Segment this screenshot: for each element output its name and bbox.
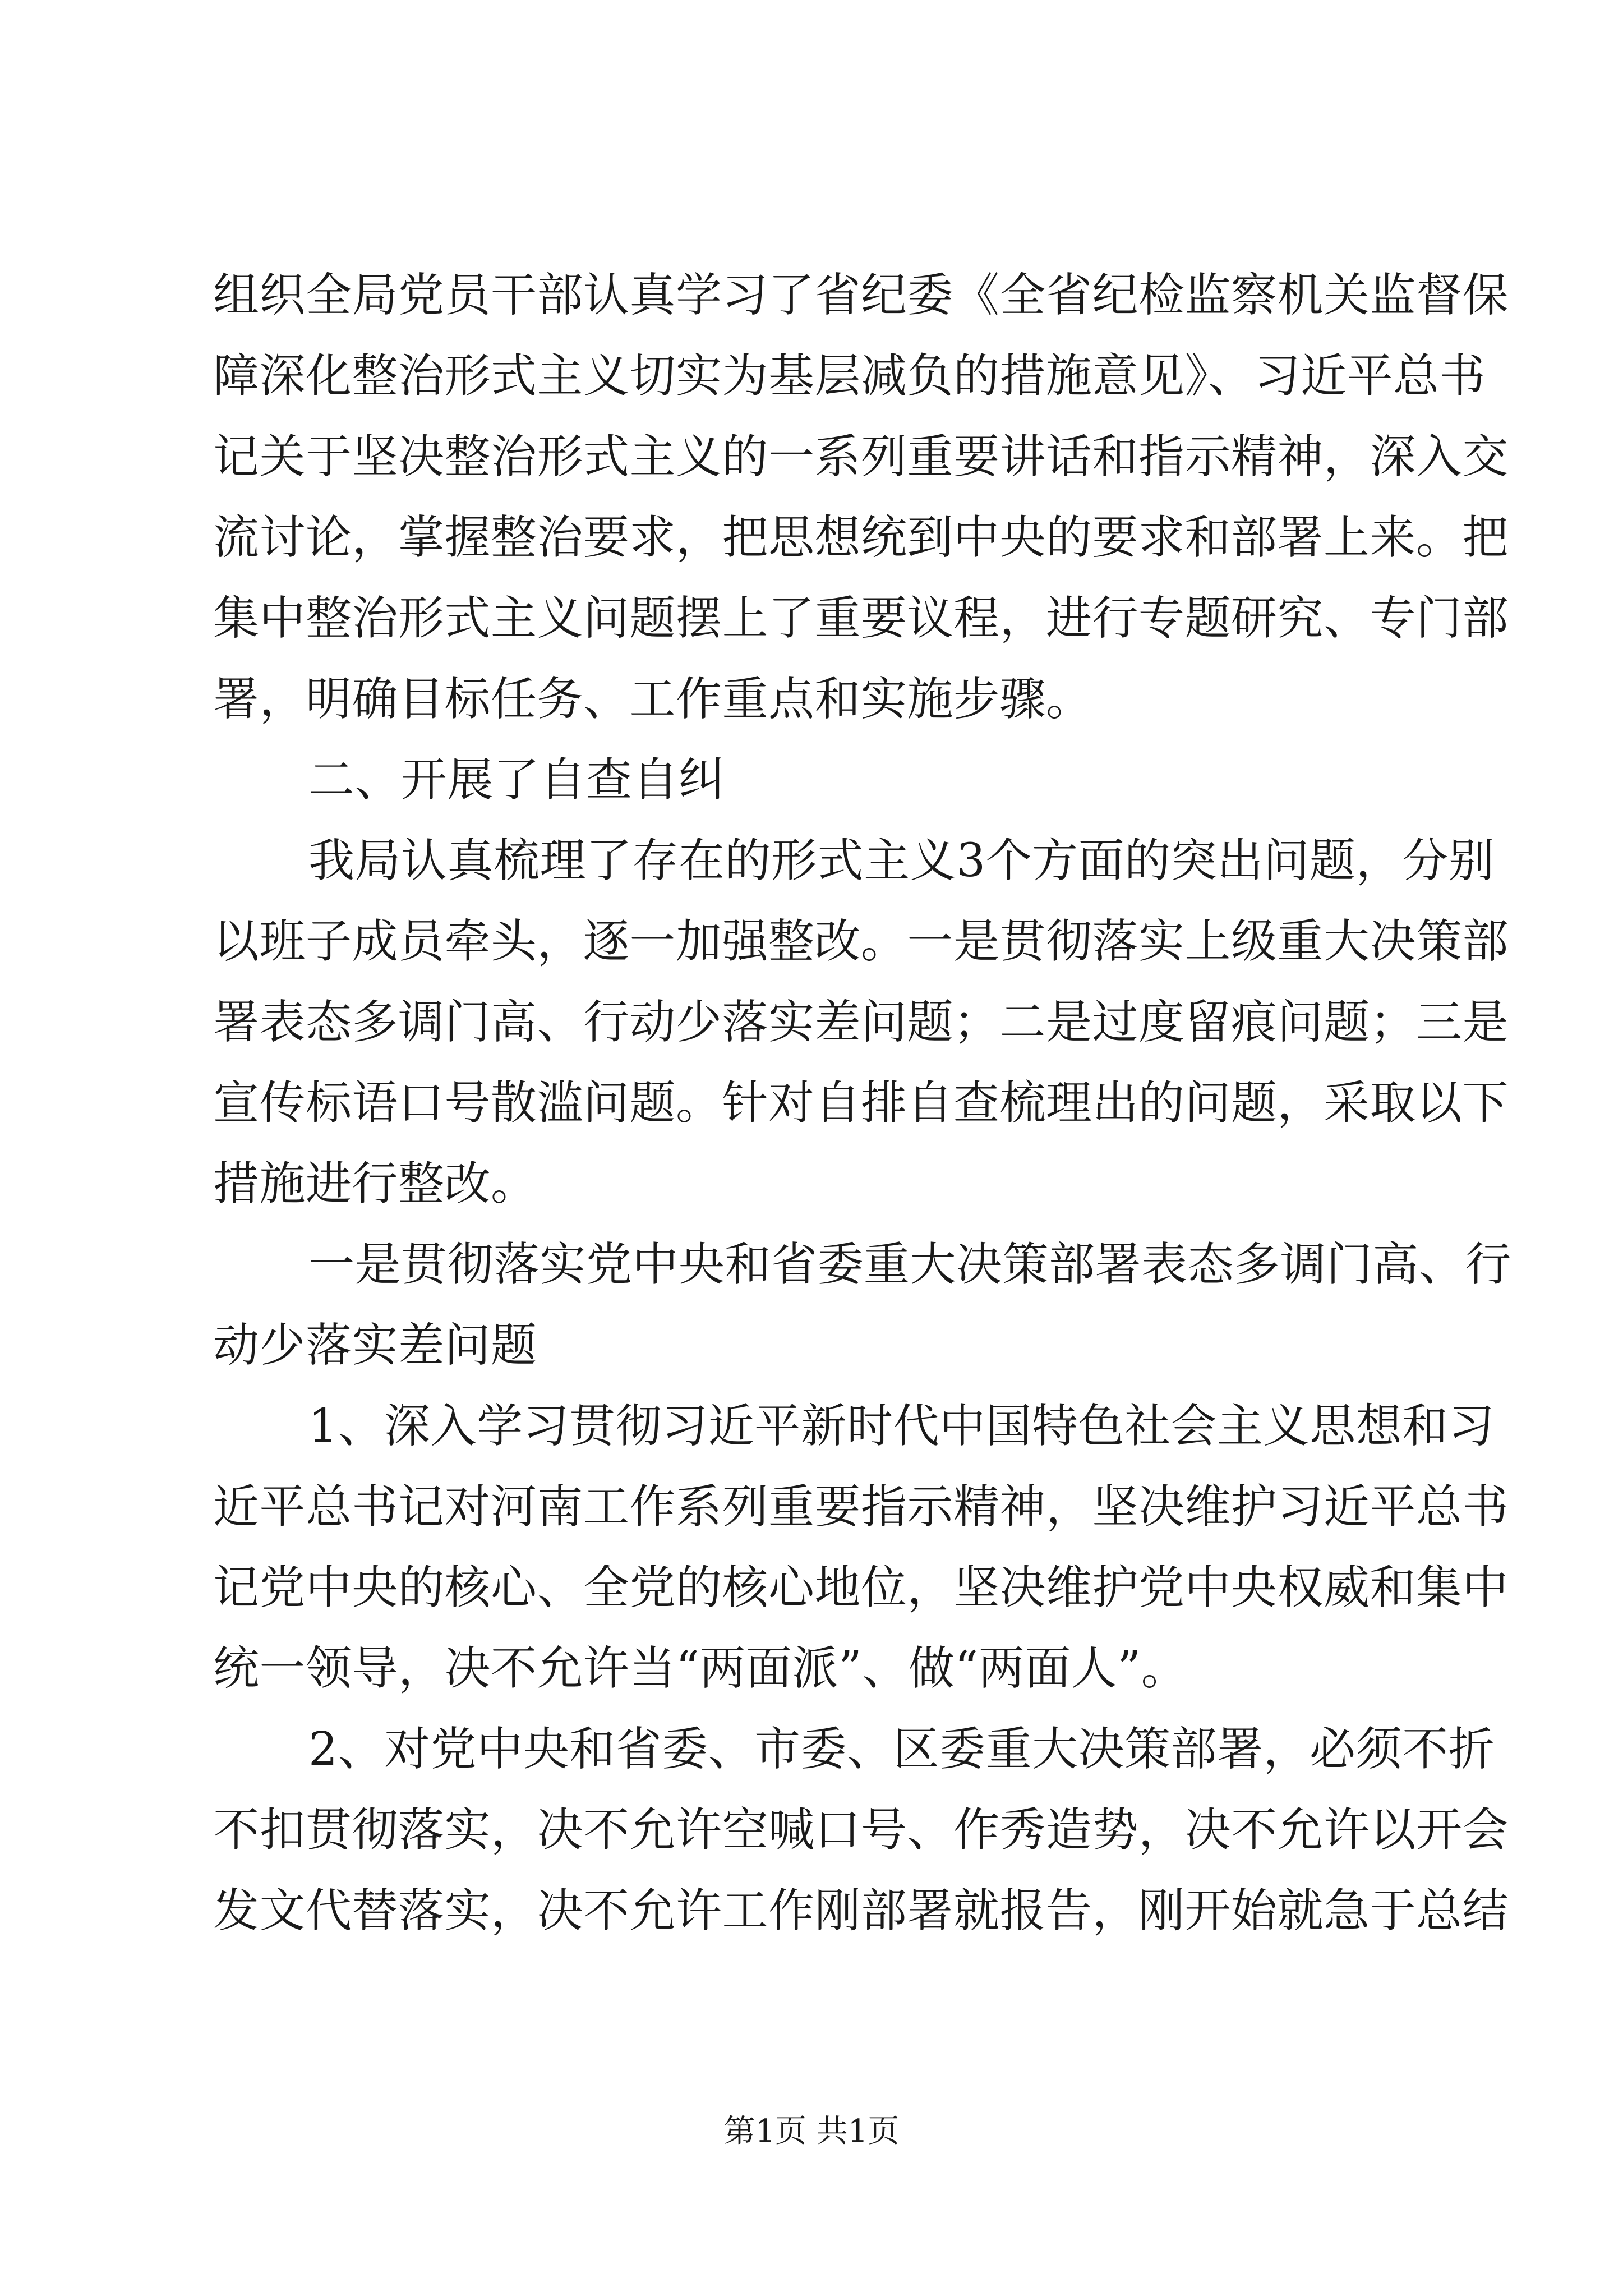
text-line: 措施进行整改。 — [213, 1157, 537, 1211]
text-line: 记党中央的核心、全党的核心地位，坚决维护党中央权威和集中 — [213, 1561, 1509, 1614]
text-line: 以班子成员牵头，逐一加强整改。一是贯彻落实上级重大决策部 — [213, 915, 1509, 968]
text-line: 2、对党中央和省委、市委、区委重大决策部署，必须不折 — [308, 1723, 1495, 1776]
text-line: 流讨论，掌握整治要求，把思想统到中央的要求和部署上来。把 — [213, 511, 1509, 564]
text-line: 统一领导，决不允许当“两面派”、做“两面人”。 — [213, 1642, 1188, 1695]
text-line: 近平总书记对河南工作系列重要指示精神，坚决维护习近平总书 — [213, 1480, 1509, 1534]
text-line: 宣传标语口号散滥问题。针对自排自查梳理出的问题，采取以下 — [213, 1076, 1509, 1130]
text-line: 一是贯彻落实党中央和省委重大决策部署表态多调门高、行 — [308, 1238, 1512, 1291]
text-line: 记关于坚决整治形式主义的一系列重要讲话和指示精神，深入交 — [213, 430, 1509, 484]
text-line: 障深化整治形式主义切实为基层减负的措施意见》、习近平总书 — [213, 349, 1486, 403]
text-line: 1、深入学习贯彻习近平新时代中国特色社会主义思想和习 — [308, 1400, 1495, 1453]
text-line: 二、开展了自查自纠 — [308, 753, 725, 807]
text-line: 不扣贯彻落实，决不允许空喊口号、作秀造势，决不允许以开会 — [213, 1803, 1509, 1857]
document-body — [213, 255, 1512, 1952]
text-line: 动少落实差问题 — [213, 1319, 537, 1372]
text-line: 集中整治形式主义问题摆上了重要议程，进行专题研究、专门部 — [213, 592, 1509, 645]
text-line: 署表态多调门高、行动少落实差问题；二是过度留痕问题；三是 — [213, 996, 1509, 1049]
text-line: 组织全局党员干部认真学习了省纪委《全省纪检监察机关监督保 — [213, 269, 1509, 322]
text-line: 我局认真梳理了存在的形式主义3个方面的突出问题，分别 — [308, 834, 1495, 887]
text-line: 署，明确目标任务、工作重点和实施步骤。 — [213, 673, 1092, 726]
page-footer: 第1页 共1页 — [723, 2113, 900, 2150]
text-line: 发文代替落实，决不允许工作刚部署就报告，刚开始就急于总结 — [213, 1884, 1509, 1938]
